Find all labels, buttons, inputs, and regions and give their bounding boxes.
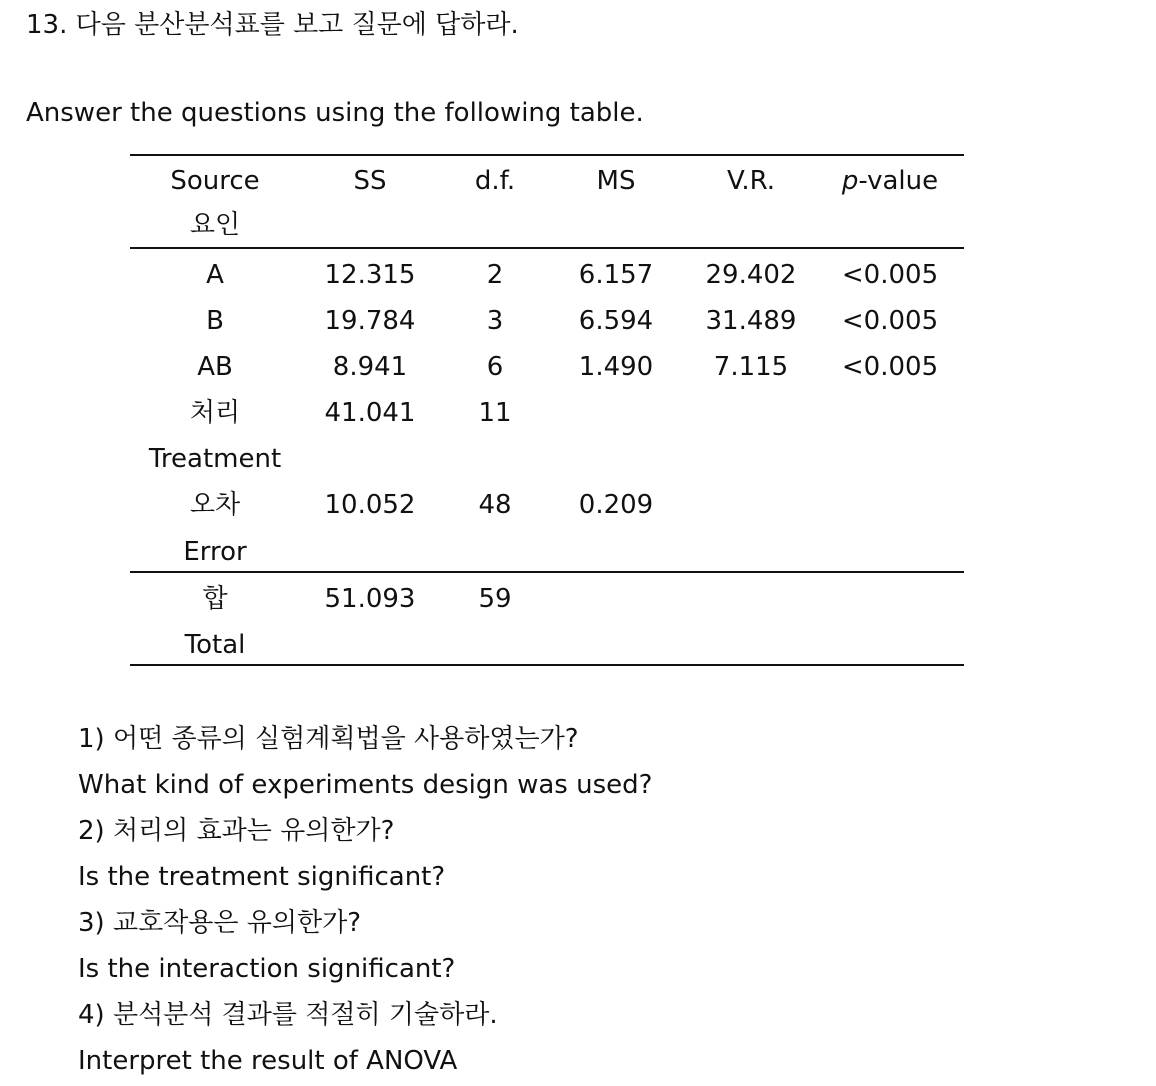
row-treatment-source-ko: 처리 — [189, 398, 241, 428]
row-a-source: A — [206, 260, 224, 290]
row-ab-ss: 8.941 — [332, 352, 408, 382]
row-ab-source: AB — [197, 352, 233, 382]
row-total-source-en: Total — [184, 630, 246, 660]
row-error-ss: 10.052 — [324, 490, 416, 520]
row-treatment-df: 11 — [478, 398, 512, 428]
row-a-pvalue: <0.005 — [841, 260, 939, 290]
question-title: 13. 다음 분산분석표를 보고 질문에 답하라. — [26, 10, 519, 40]
header-ss: SS — [353, 166, 387, 196]
row-error-df: 48 — [478, 490, 512, 520]
row-error-ms: 0.209 — [578, 490, 654, 520]
row-total-df: 59 — [478, 584, 512, 614]
row-total-ss: 51.093 — [324, 584, 416, 614]
row-b-pvalue: <0.005 — [841, 306, 939, 336]
question-2-ko: 2) 처리의 효과는 유의한가? — [78, 816, 395, 846]
question-1-ko: 1) 어떤 종류의 실험계획법을 사용하였는가? — [78, 724, 579, 754]
row-error-source-ko: 오차 — [189, 490, 241, 520]
row-ab-ms: 1.490 — [578, 352, 654, 382]
question-3-ko: 3) 교호작용은 유의한가? — [78, 908, 362, 938]
question-4-en: Interpret the result of ANOVA — [78, 1046, 458, 1076]
row-total-source-ko: 합 — [202, 584, 228, 614]
question-1-en: What kind of experiments design was used? — [78, 770, 653, 800]
row-error-source-en: Error — [183, 537, 247, 567]
row-a-vr: 29.402 — [705, 260, 797, 290]
question-3-en: Is the interaction significant? — [78, 954, 456, 984]
row-b-source: B — [206, 306, 224, 336]
row-b-ms: 6.594 — [578, 306, 654, 336]
row-ab-df: 6 — [486, 352, 504, 382]
row-b-ss: 19.784 — [324, 306, 416, 336]
header-source-ko: 요인 — [189, 210, 241, 240]
row-a-ss: 12.315 — [324, 260, 416, 290]
row-ab-pvalue: <0.005 — [841, 352, 939, 382]
row-b-df: 3 — [486, 306, 504, 336]
question-2-en: Is the treatment significant? — [78, 862, 446, 892]
row-ab-vr: 7.115 — [713, 352, 789, 382]
anova-table — [130, 154, 964, 668]
header-df: d.f. — [474, 166, 516, 196]
header-source-en: Source — [170, 166, 260, 196]
row-a-ms: 6.157 — [578, 260, 654, 290]
row-b-vr: 31.489 — [705, 306, 797, 336]
row-a-df: 2 — [486, 260, 504, 290]
header-pvalue-suffix: -value — [858, 166, 939, 196]
header-pvalue-p: p — [841, 166, 859, 196]
table-top-rule — [130, 154, 964, 156]
table-bottom-rule — [130, 664, 964, 666]
total-top-rule — [130, 571, 964, 573]
header-ms: MS — [596, 166, 636, 196]
question-4-ko: 4) 분석분석 결과를 적절히 기술하라. — [78, 1000, 498, 1030]
header-vr: V.R. — [726, 166, 776, 196]
header-bottom-rule — [130, 247, 964, 249]
row-treatment-ss: 41.041 — [324, 398, 416, 428]
row-treatment-source-en: Treatment — [148, 444, 282, 474]
instruction-text: Answer the questions using the following table. — [26, 98, 644, 128]
header-pvalue — [820, 164, 960, 198]
